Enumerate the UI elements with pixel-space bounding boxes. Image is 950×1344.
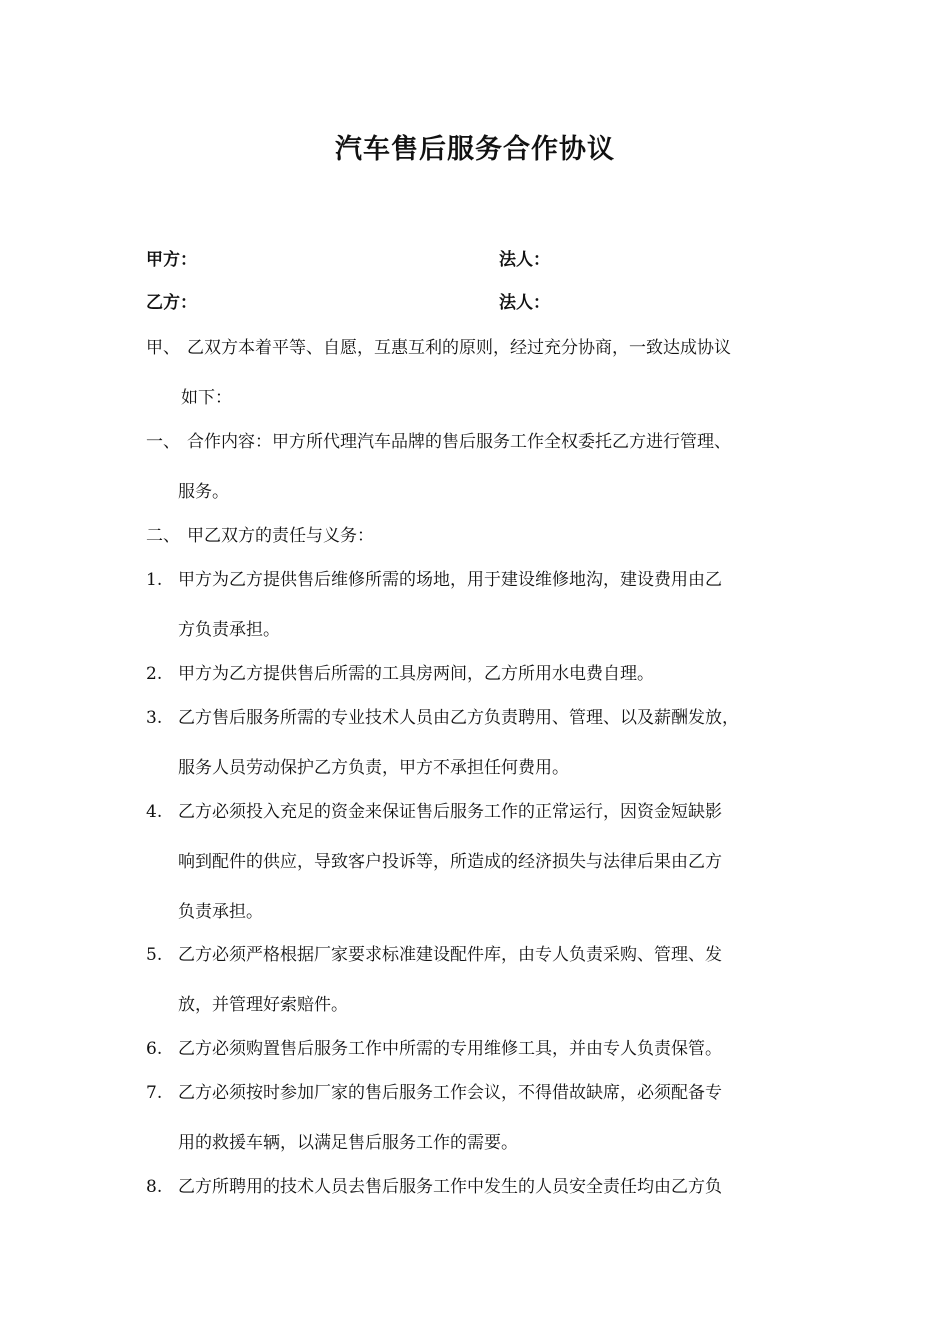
- item-4-line: 乙方必须投入充足的资金来保证售后服务工作的正常运行，因资金短缺影: [178, 802, 722, 822]
- item-5-line: 放，并管理好索赔件。: [178, 995, 348, 1015]
- party-b-legal-label: 法人：: [499, 293, 550, 313]
- intro-line: 如下：: [181, 388, 232, 408]
- party-a-row: [146, 245, 846, 275]
- party-b-row: [146, 288, 846, 318]
- party-b-label: 乙方：: [146, 293, 197, 313]
- section-1-marker: 一、: [146, 432, 180, 452]
- section-1-line: 服务。: [178, 482, 229, 502]
- section-1-line: 合作内容：甲方所代理汽车品牌的售后服务工作全权委托乙方进行管理、: [187, 432, 731, 452]
- item-7-line: 用的救援车辆，以满足售后服务工作的需要。: [178, 1133, 518, 1153]
- item-1-line: 甲方为乙方提供售后维修所需的场地，用于建设维修地沟，建设费用由乙: [178, 570, 722, 590]
- page-title: 汽车售后服务合作协议: [335, 134, 615, 165]
- item-5-line: 乙方必须严格根据厂家要求标准建设配件库，由专人负责采购、管理、发: [178, 945, 722, 965]
- section-2-line: 甲乙双方的责任与义务：: [187, 526, 374, 546]
- item-1-line: 方负责承担。: [178, 620, 280, 640]
- item-1-number: 1.: [146, 570, 163, 590]
- item-6-number: 6.: [146, 1039, 163, 1059]
- item-3-number: 3.: [146, 708, 163, 728]
- section-2-marker: 二、: [146, 526, 180, 546]
- item-2-line: 甲方为乙方提供售后所需的工具房两间，乙方所用水电费自理。: [178, 664, 654, 684]
- item-6-line: 乙方必须购置售后服务工作中所需的专用维修工具，并由专人负责保管。: [178, 1039, 722, 1059]
- party-a-label: 甲方：: [146, 250, 197, 270]
- item-8-number: 8.: [146, 1177, 163, 1197]
- item-3-line: 服务人员劳动保护乙方负责，甲方不承担任何费用。: [178, 758, 569, 778]
- item-4-number: 4.: [146, 802, 163, 822]
- party-a-legal-label: 法人：: [499, 250, 550, 270]
- item-7-line: 乙方必须按时参加厂家的售后服务工作会议，不得借故缺席，必须配备专: [178, 1083, 722, 1103]
- intro-marker: 甲、: [146, 338, 180, 358]
- intro-line: 乙双方本着平等、自愿，互惠互利的原则，经过充分协商，一致达成协议: [187, 338, 731, 358]
- item-8-line: 乙方所聘用的技术人员去售后服务工作中发生的人员安全责任均由乙方负: [178, 1177, 722, 1197]
- item-2-number: 2.: [146, 664, 163, 684]
- item-4-line: 响到配件的供应，导致客户投诉等，所造成的经济损失与法律后果由乙方: [178, 852, 722, 872]
- item-4-line: 负责承担。: [178, 902, 263, 922]
- item-3-line: 乙方售后服务所需的专业技术人员由乙方负责聘用、管理、以及薪酬发放，: [178, 708, 739, 728]
- item-5-number: 5.: [146, 945, 163, 965]
- item-7-number: 7.: [146, 1083, 163, 1103]
